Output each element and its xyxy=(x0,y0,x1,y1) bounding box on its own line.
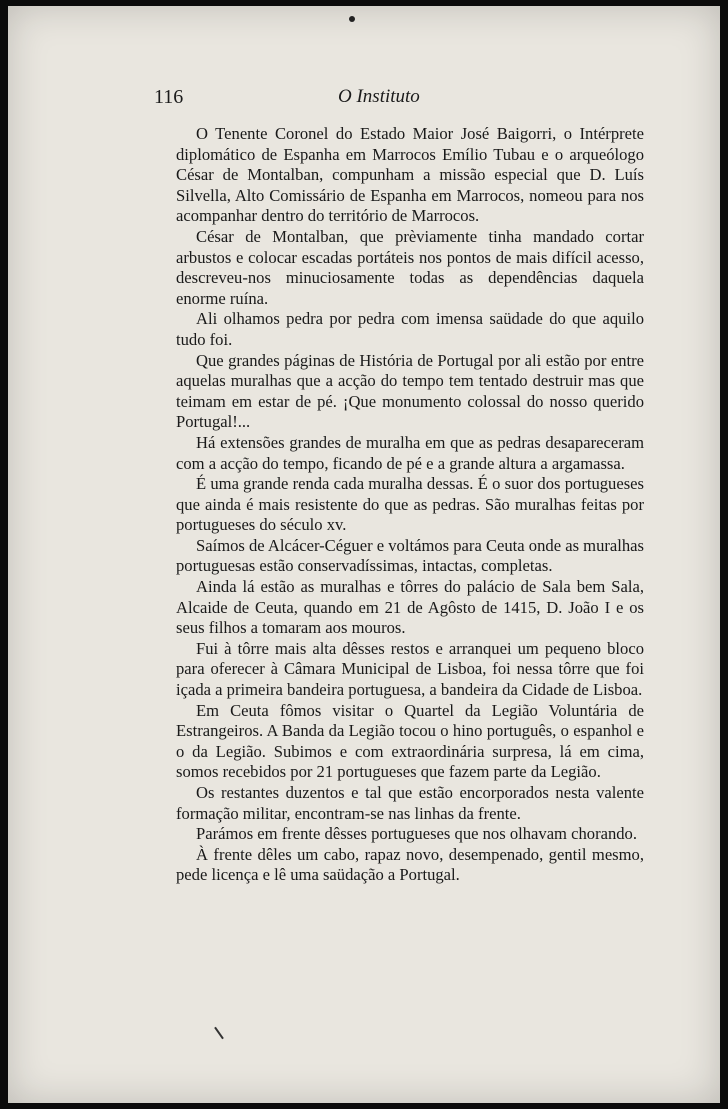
paragraph: Saímos de Alcácer-Céguer e voltámos para Ceuta onde as muralhas portuguesas estão conservadíssimas, intactas, completas. xyxy=(176,535,645,576)
paragraph: O Tenente Coronel do Estado Maior José Baigorri, o Intérprete diplomático de Espanha em Marrocos Emílio Tubau e o arqueólogo César de Montalban, compunham a missão especial que D. Luís Silvella, Alto Comissário de Espanha em Marrocos, nomeou para nos acompanhar dentro do território de Marrocos. xyxy=(176,124,644,226)
page-number: 116 xyxy=(154,86,184,108)
paragraph: Parámos em frente dêsses portugueses que nos olhavam chorando. xyxy=(196,824,637,844)
paragraph: Ali olhamos pedra por pedra com imensa saüdade do que aquilo tudo foi. xyxy=(176,309,644,349)
paragraph: Fui à tôrre mais alta dêsses restos e arranquei um pequeno bloco para oferecer à Câmara Municipal de Lisboa, foi nessa tôrre que foi içada a primeira bandeira portuguesa, a bandeira da Cidade de Lisboa. xyxy=(176,638,644,700)
pencil-mark xyxy=(214,1027,224,1040)
paragraph: Ainda lá estão as muralhas e tôrres do palácio de Sala bem Sala, Alcaide de Ceuta, quando em 21 de Agôsto de 1415, D. João I e os seus filhos a tomaram aos mouros. xyxy=(176,577,644,638)
paragraph: Em Ceuta fômos visitar o Quartel da Legião Voluntária de Estrangeiros. A Banda da Legião tocou o hino português, o espanhol e o da Legião. Subimos e com extraordinária surpresa, lá em cima, somos recebidos por 21 portugueses que fazem parte da Legião. xyxy=(176,700,644,782)
paragraph: Que grandes páginas de História de Portugal por ali estão por entre aquelas muralhas que a acção do tempo tem tentado destruir mas que teimam em estar de pé. ¡Que monumento colossal do nosso querido Portugal!... xyxy=(176,350,644,432)
paragraph: Há extensões grandes de muralha em que as pedras desapareceram com a acção do tempo, ficando de pé e a grande altura a argamassa. xyxy=(176,432,644,473)
body-text xyxy=(176,124,644,886)
running-title: O Instituto xyxy=(338,86,420,107)
paragraph: À frente dêles um cabo, rapaz novo, desempenado, gentil mesmo, pede licença e lê uma saüdação a Portugal. xyxy=(176,844,644,885)
paragraph: É uma grande renda cada muralha dessas. É o suor dos portugueses que ainda é mais resistente do que as pedras. São muralhas feitas por portugueses do século xv. xyxy=(176,474,644,535)
paragraph: César de Montalban, que prèviamente tinha mandado cortar arbustos e colocar escadas portáteis nos pontos de mais difícil acesso, descreveu-nos minuciosamente todas as dependências daquela enorme ruína. xyxy=(176,226,644,308)
book-page xyxy=(8,6,720,1103)
paragraph: Os restantes duzentos e tal que estão encorporados nesta valente formação militar, encontram-se nas linhas da frente. xyxy=(176,783,644,823)
ink-dot xyxy=(349,16,355,22)
